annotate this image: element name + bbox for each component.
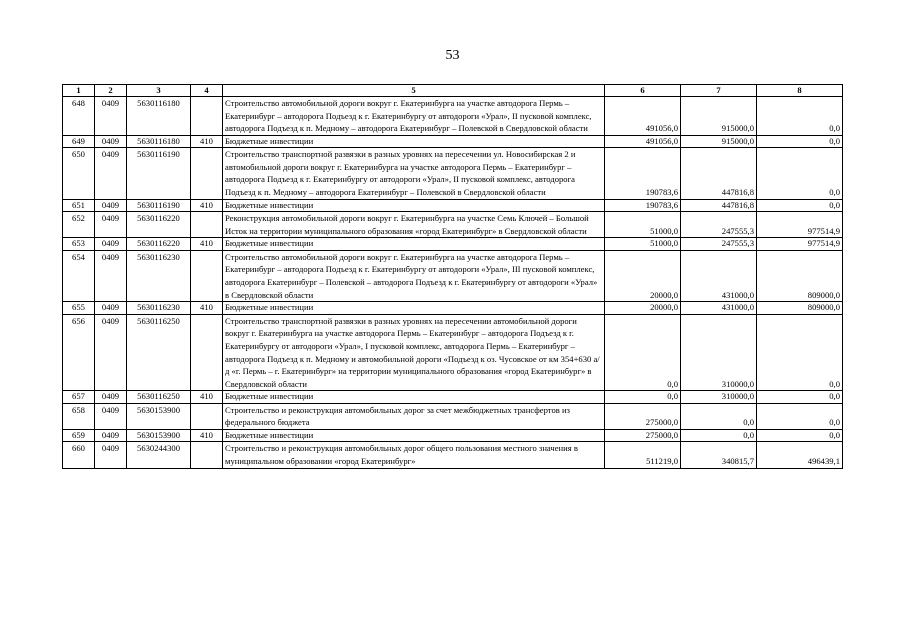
amount-col8: 809000,0 (757, 250, 843, 301)
expense-type-code: 410 (191, 199, 223, 212)
amount-col8: 0,0 (757, 429, 843, 442)
table-subrow (63, 302, 843, 315)
budget-table (62, 84, 843, 469)
target-article-code: 5630116230 (127, 302, 191, 315)
table-row (63, 97, 843, 136)
section-code: 0409 (95, 97, 127, 136)
expense-type-code (191, 250, 223, 301)
item-name: Строительство автомобильной дороги вокруг г. Екатеринбурга на участке автодорога Пермь – Екатеринбург – автодорога Подъезд к г. Екатеринбургу от автодороги «Урал», II пусковой комплекс, автодорога Подъезд к п. Медному – автодорога Екатеринбург – Полевской в Свердловской области (223, 97, 605, 136)
amount-col7: 447816,8 (681, 199, 757, 212)
expense-type-code: 410 (191, 429, 223, 442)
table-row (63, 148, 843, 199)
target-article-code: 5630153900 (127, 429, 191, 442)
row-number: 654 (63, 250, 95, 301)
amount-col7: 431000,0 (681, 250, 757, 301)
amount-col8: 0,0 (757, 391, 843, 404)
column-header: 4 (191, 85, 223, 97)
amount-col8: 496439,1 (757, 442, 843, 468)
column-header: 2 (95, 85, 127, 97)
page-number: 53 (445, 48, 460, 63)
section-code: 0409 (95, 212, 127, 238)
target-article-code: 5630116190 (127, 199, 191, 212)
column-header: 6 (605, 85, 681, 97)
row-number: 658 (63, 403, 95, 429)
item-name: Строительство транспортной развязки в разных уровнях на пересечении ул. Новосибирская 2 и автомобильной дороги вокруг г. Екатеринбурга на участке автодорога Пермь – Екатеринбург – автодорога Подъезд к г. Екатеринбургу от автодороги «Урал», II пусковой комплекс, автодорога Подъезд к п. Медному – автодорога Екатеринбург – Полевской в Свердловской области (223, 148, 605, 199)
section-code: 0409 (95, 199, 127, 212)
target-article-code: 5630244300 (127, 442, 191, 468)
table-subrow (63, 199, 843, 212)
amount-col8: 977514,9 (757, 238, 843, 251)
expense-type-code (191, 212, 223, 238)
section-code: 0409 (95, 250, 127, 301)
amount-col6: 491056,0 (605, 135, 681, 148)
table-header-row (63, 85, 843, 97)
expense-type-code: 410 (191, 135, 223, 148)
section-code: 0409 (95, 148, 127, 199)
expense-type-code (191, 97, 223, 136)
amount-col6: 0,0 (605, 391, 681, 404)
amount-col7: 0,0 (681, 429, 757, 442)
amount-col6: 275000,0 (605, 429, 681, 442)
row-number: 655 (63, 302, 95, 315)
target-article-code: 5630116180 (127, 97, 191, 136)
table-subrow (63, 391, 843, 404)
amount-col7: 447816,8 (681, 148, 757, 199)
row-number: 651 (63, 199, 95, 212)
expense-type-code: 410 (191, 302, 223, 315)
target-article-code: 5630116250 (127, 314, 191, 391)
amount-col6: 51000,0 (605, 238, 681, 251)
amount-col6: 511219,0 (605, 442, 681, 468)
row-number: 653 (63, 238, 95, 251)
amount-col6: 51000,0 (605, 212, 681, 238)
section-code: 0409 (95, 302, 127, 315)
section-code: 0409 (95, 403, 127, 429)
amount-col7: 340815,7 (681, 442, 757, 468)
amount-col8: 0,0 (757, 403, 843, 429)
amount-col7: 0,0 (681, 403, 757, 429)
row-number: 656 (63, 314, 95, 391)
section-code: 0409 (95, 442, 127, 468)
target-article-code: 5630116220 (127, 238, 191, 251)
item-name: Строительство транспортной развязки в разных уровнях на пересечении автомобильной дороги вокруг г. Екатеринбурга на участке автодорога Пермь – Екатеринбург – автодорога Подъезд к г. Екатеринбургу от автодороги «Урал», I пусковой комплекс, автодорога Пермь – Екатеринбург – автодорога Подъезд к п. Медному и автомобильной дороги «Подъезд к оз. Чусовское от км 354+630 а/д «г. Пермь – г. Екатеринбург» на территории муниципального образования «город Екатеринбург» в Свердловской области (223, 314, 605, 391)
column-header: 3 (127, 85, 191, 97)
column-header: 7 (681, 85, 757, 97)
amount-col8: 0,0 (757, 97, 843, 136)
amount-col7: 247555,3 (681, 212, 757, 238)
item-name: Строительство и реконструкция автомобильных дорог за счет межбюджетных трансфертов из федерального бюджета (223, 403, 605, 429)
amount-col8: 0,0 (757, 135, 843, 148)
amount-col6: 190783,6 (605, 148, 681, 199)
row-number: 659 (63, 429, 95, 442)
section-code: 0409 (95, 429, 127, 442)
amount-col8: 0,0 (757, 314, 843, 391)
row-number: 660 (63, 442, 95, 468)
amount-col7: 310000,0 (681, 314, 757, 391)
target-article-code: 5630116220 (127, 212, 191, 238)
amount-col8: 0,0 (757, 148, 843, 199)
item-name: Бюджетные инвестиции (223, 429, 605, 442)
target-article-code: 5630153900 (127, 403, 191, 429)
section-code: 0409 (95, 391, 127, 404)
table-subrow (63, 429, 843, 442)
item-name: Реконструкция автомобильной дороги вокруг г. Екатеринбурга на участке Семь Ключей – Большой Исток на территории муниципального образования «город Екатеринбург» в Свердловской области (223, 212, 605, 238)
section-code: 0409 (95, 135, 127, 148)
amount-col7: 915000,0 (681, 135, 757, 148)
item-name: Строительство и реконструкция автомобильных дорог общего пользования местного значения в муниципальном образовании «город Екатеринбург» (223, 442, 605, 468)
amount-col7: 431000,0 (681, 302, 757, 315)
target-article-code: 5630116250 (127, 391, 191, 404)
row-number: 650 (63, 148, 95, 199)
row-number: 652 (63, 212, 95, 238)
expense-type-code (191, 314, 223, 391)
table-row (63, 442, 843, 468)
table-subrow (63, 238, 843, 251)
column-header: 8 (757, 85, 843, 97)
target-article-code: 5630116180 (127, 135, 191, 148)
amount-col7: 310000,0 (681, 391, 757, 404)
expense-type-code (191, 148, 223, 199)
column-header: 5 (223, 85, 605, 97)
expense-type-code: 410 (191, 391, 223, 404)
amount-col6: 20000,0 (605, 302, 681, 315)
amount-col6: 491056,0 (605, 97, 681, 136)
section-code: 0409 (95, 238, 127, 251)
target-article-code: 5630116190 (127, 148, 191, 199)
table-row (63, 314, 843, 391)
item-name: Бюджетные инвестиции (223, 135, 605, 148)
table-row (63, 250, 843, 301)
column-header: 1 (63, 85, 95, 97)
item-name: Строительство автомобильной дороги вокруг г. Екатеринбурга на участке автодорога Пермь – Екатеринбург – автодорога Подъезд к г. Екатеринбургу от автодороги «Урал», III пусковой комплекс, автодорога Екатеринбург – Полевской – автодорога Подъезд к г. Екатеринбургу от автодороги «Урал» в Свердловской области (223, 250, 605, 301)
table-subrow (63, 135, 843, 148)
row-number: 648 (63, 97, 95, 136)
amount-col8: 0,0 (757, 199, 843, 212)
table-row (63, 212, 843, 238)
row-number: 657 (63, 391, 95, 404)
amount-col6: 190783,6 (605, 199, 681, 212)
section-code: 0409 (95, 314, 127, 391)
amount-col6: 0,0 (605, 314, 681, 391)
expense-type-code: 410 (191, 238, 223, 251)
table-row (63, 403, 843, 429)
amount-col6: 20000,0 (605, 250, 681, 301)
item-name: Бюджетные инвестиции (223, 238, 605, 251)
expense-type-code (191, 442, 223, 468)
expense-type-code (191, 403, 223, 429)
amount-col6: 275000,0 (605, 403, 681, 429)
amount-col8: 809000,0 (757, 302, 843, 315)
amount-col7: 247555,3 (681, 238, 757, 251)
row-number: 649 (63, 135, 95, 148)
item-name: Бюджетные инвестиции (223, 302, 605, 315)
amount-col7: 915000,0 (681, 97, 757, 136)
item-name: Бюджетные инвестиции (223, 391, 605, 404)
item-name: Бюджетные инвестиции (223, 199, 605, 212)
target-article-code: 5630116230 (127, 250, 191, 301)
amount-col8: 977514,9 (757, 212, 843, 238)
